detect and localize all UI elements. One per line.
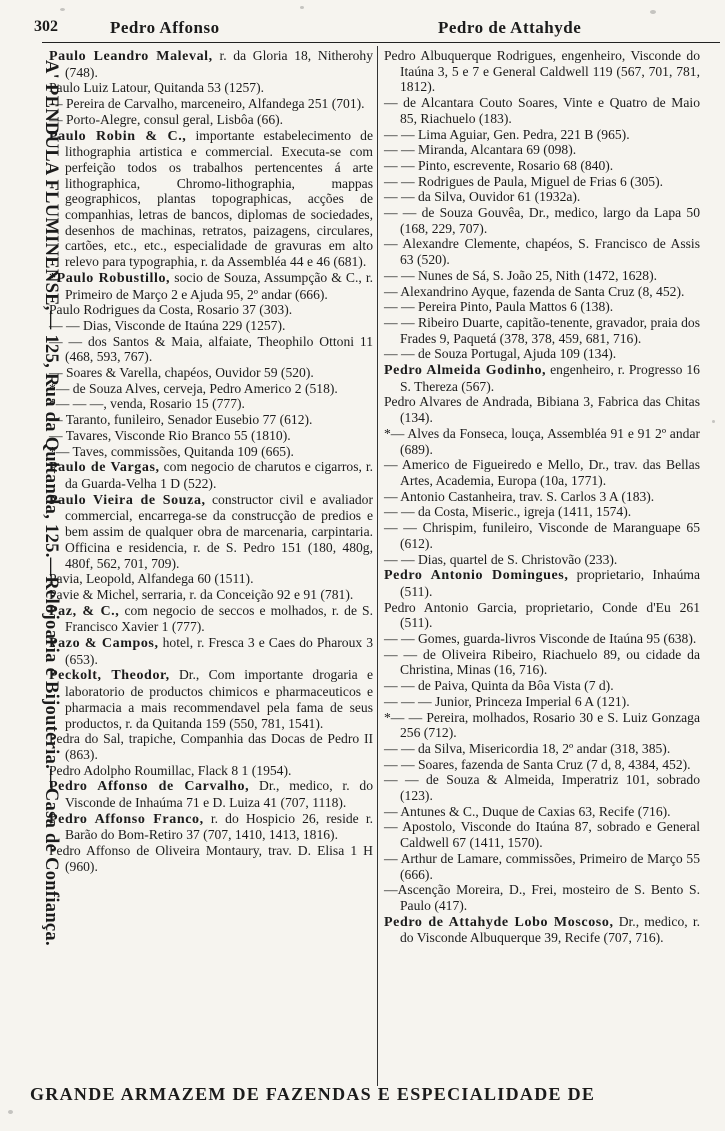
directory-entry	[47, 128, 373, 270]
entry-details: — — da Silva, Ouvidor 61 (1932a).	[384, 189, 581, 205]
directory-entry	[382, 426, 700, 457]
entry-name: Pedro de Attahyde Lobo Moscoso,	[384, 914, 614, 930]
directory-entry	[382, 95, 700, 126]
directory-entry	[47, 112, 373, 128]
entry-details: — — Soares, fazenda de Santa Cruz (7 d, 8, 4384, 452).	[384, 756, 691, 772]
entry-details: — — Pereira Pinto, Paula Mattos 6 (138).	[384, 299, 614, 315]
entry-details: — Apostolo, Visconde do Itaúna 87, sobrado e General Caldwell 67 (1411, 1570).	[384, 819, 700, 851]
running-header	[0, 18, 725, 40]
entry-details: — — dos Santos & Maia, alfaiate, Theophilo Ottoni 11 (468, 593, 767).	[49, 333, 373, 365]
entry-details: — Americo de Figueiredo e Mello, Dr., trav. das Bellas Artes, Academia, Europa (10a, 1771).	[384, 457, 700, 488]
entry-details: Pavie & Michel, serraria, r. da Conceição 92 e 91 (781).	[49, 586, 354, 602]
entry-details: Dr., medico, r. do Visconde Albuquerque 39, Recife (707, 716).	[400, 913, 700, 946]
directory-entry	[47, 635, 373, 667]
entry-details: com negocio de charutos e cigarros, r. da Guarda-Velha 1 D (522).	[65, 459, 374, 491]
directory-entry	[47, 667, 373, 731]
column-divider	[377, 46, 378, 1086]
directory-entry	[382, 678, 700, 694]
entry-details: — Soares & Varella, chapéos, Ouvidor 59 (520).	[49, 365, 314, 381]
directory-entry	[47, 318, 373, 334]
entry-details: engenheiro, r. Progresso 16 S. Thereza (567).	[400, 362, 700, 394]
directory-entry	[382, 236, 700, 267]
directory-entry	[382, 362, 700, 394]
directory-entry	[382, 489, 700, 505]
entry-details: *— Alves da Fonseca, louça, Assembléa 91 e 91 2º andar (689).	[384, 425, 700, 457]
directory-entry	[47, 492, 373, 572]
entry-details: — — Miranda, Alcantara 69 (098).	[384, 142, 577, 158]
directory-entry	[382, 694, 700, 710]
directory-entry	[382, 346, 700, 362]
entry-details: — — — Junior, Princeza Imperial 6 A (121).	[384, 693, 630, 709]
entry-details: proprietario, Inhaúma (511).	[400, 567, 700, 599]
directory-entry	[382, 710, 700, 741]
directory-entry	[382, 757, 700, 773]
entry-details: — — de Oliveira Ribeiro, Riachuelo 89, ou cidade da Christina, Minas (16, 716).	[384, 646, 700, 678]
entry-details: Pedro Antonio Garcia, proprietario, Conde d'Eu 261 (511).	[384, 599, 700, 631]
directory-entry	[382, 142, 700, 158]
directory-entry	[382, 741, 700, 757]
entry-details: Dr., medico, r. do Visconde de Inhaúma 71 e D. Luiza 41 (707, 1118).	[65, 778, 373, 811]
directory-entry	[382, 552, 700, 568]
entry-details: *— Taves, commissões, Quitanda 109 (665).	[49, 443, 294, 459]
entry-details: — Arthur de Lamare, commissões, Primeiro de Março 55 (666).	[384, 850, 700, 882]
entry-details: socio de Souza, Assumpção & C., r. Primeiro de Março 2 e Ajuda 95, 2º andar (666).	[65, 269, 373, 302]
directory-entry	[47, 603, 373, 635]
entry-details: — Alexandrino Ayque, fazenda de Santa Cruz (8, 452).	[384, 283, 685, 299]
directory-entry	[382, 600, 700, 631]
entry-details: — — de Souza & Almeida, Imperatriz 101, sobrado (123).	[384, 772, 700, 804]
entry-name: Pedro Affonso Franco,	[49, 811, 204, 827]
entry-details: Pedro Adolpho Roumillac, Flack 8 1 (1954).	[49, 762, 292, 778]
entry-details: — — Gomes, guarda-livros Visconde de Itaúna 95 (638).	[384, 631, 697, 647]
entry-name: Peckolt, Theodor,	[49, 668, 170, 684]
directory-entry	[47, 843, 373, 874]
scan-speck	[60, 8, 65, 11]
directory-entry	[47, 80, 373, 96]
scan-speck	[650, 10, 656, 14]
entry-details: — Porto-Alegre, consul geral, Lisbôa (66).	[49, 111, 284, 127]
directory-entry	[382, 268, 700, 284]
entry-details: — — de Souza Portugal, Ajuda 109 (134).	[384, 346, 617, 362]
entry-name: Paulo Vieira de Souza,	[49, 492, 206, 508]
directory-entry	[47, 778, 373, 810]
directory-entry	[47, 428, 373, 444]
directory-entry	[47, 96, 373, 112]
footer-advertisement: GRANDE ARMAZEM DE FAZENDAS E ESPECIALIDADE DE	[30, 1084, 596, 1104]
directory-entry	[382, 158, 700, 174]
entry-details: Pedro Alvares de Andrada, Bibiana 3, Fabrica das Chitas (134).	[384, 394, 700, 426]
directory-entry	[47, 412, 373, 428]
directory-entry	[382, 504, 700, 520]
entry-details: — — Pinto, escrevente, Rosario 68 (840).	[384, 157, 614, 173]
directory-entry	[47, 731, 373, 762]
directory-entry	[382, 205, 700, 236]
entry-details: *— — Pereira, molhados, Rosario 30 e S. Luiz Gonzaga 256 (712).	[384, 709, 700, 741]
entry-details: Pedra do Sal, trapiche, Companhia das Docas de Pedro II (863).	[49, 731, 373, 762]
entry-details: — — Ribeiro Duarte, capitão-tenente, gravador, praia dos Frades 9, Paquetá (378, 378, 459, 681, 716).	[384, 314, 700, 346]
directory-entry	[382, 48, 700, 95]
entry-details: — — Dias, Visconde de Itaúna 229 (1257).	[49, 317, 286, 333]
directory-entry	[382, 647, 700, 678]
entry-details: Paulo Rodrigues da Costa, Rosario 37 (303).	[49, 302, 293, 318]
entry-name: Paulo de Vargas,	[49, 460, 160, 476]
entry-details: — — Lima Aguiar, Gen. Pedra, 221 B (965).	[384, 126, 630, 142]
directory-entry	[382, 631, 700, 647]
directory-entry	[47, 302, 373, 318]
entry-details: — — Chrispim, funileiro, Visconde de Maranguape 65 (612).	[384, 520, 700, 551]
entry-name: Paulo Robin & C.,	[49, 128, 187, 144]
directory-entry	[47, 334, 373, 365]
page-number: 302	[34, 18, 58, 35]
directory-entry	[382, 914, 700, 946]
entry-name: Paz, & C.,	[49, 603, 120, 619]
left-column	[47, 48, 373, 875]
entry-details: — Pereira de Carvalho, marceneiro, Alfandega 251 (701).	[49, 96, 365, 112]
directory-entry	[382, 315, 700, 346]
entry-name: Paulo Leandro Maleval,	[49, 49, 213, 64]
entry-details: — Tavares, Visconde Rio Branco 55 (1810).	[49, 427, 291, 443]
directory-entry	[47, 811, 373, 843]
entry-details: — Antonio Castanheira, trav. S. Carlos 3 A (183).	[384, 488, 655, 504]
entry-details: importante estabelecimento de lithographia artistica e commercial. Executa-se com perfeição todos os trabalhos pertencentes á arte lithographica, Chromo-lithographia, mappas geographicos, plantas topographicas, acções de companhias, letras de bancos, diplomas de sociedades, desenhos de machinas, retratos, paizagens, circulares, cartões, etc., etc., especialidade de gravuras em alto relevo para typographia, r. da Assembléa 44 e 46 (681).	[65, 127, 373, 270]
scan-speck	[8, 1110, 13, 1114]
entry-name: Pedro Antonio Domingues,	[384, 568, 569, 584]
directory-entry	[382, 127, 700, 143]
side-advertisement: A' PENDULA FLUMINENSE,— 125, Rua da Quitanda, 125.—Relojoaria e Bijouteria.—Casa de Confiança.	[41, 60, 61, 946]
directory-entry	[382, 804, 700, 820]
entry-details: — — da Costa, Miseric., igreja (1411, 1574).	[384, 504, 632, 520]
entry-details: — — da Silva, Misericordia 18, 2º andar (318, 385).	[384, 740, 671, 756]
entry-details: Paulo Luiz Latour, Quitanda 53 (1257).	[49, 80, 265, 96]
entry-details: com negocio de seccos e molhados, r. de S. Francisco Xavier 1 (777).	[65, 602, 373, 635]
scan-speck	[300, 6, 304, 9]
directory-entry	[47, 270, 373, 302]
directory-entry	[47, 396, 373, 412]
entry-name: *Paulo Robustillo,	[49, 270, 171, 286]
header-rule	[42, 42, 720, 43]
entry-name: Pedro Almeida Godinho,	[384, 363, 547, 379]
entry-details: — — Nunes de Sá, S. João 25, Nith (1472, 1628).	[384, 267, 657, 283]
entry-details: — — de Souza Gouvêa, Dr., medico, largo da Lapa 50 (168, 229, 707).	[384, 205, 700, 236]
directory-entry	[382, 299, 700, 315]
entry-details: constructor civil e avaliador commercial, encarrega-se da construcção de predios e bem assim de qualquer obra de marcenaria, carpintaria. Officina e residencia, r. de S. Pedro 151 (180, 480g, 480f, 562, 701, 709).	[65, 491, 373, 571]
entry-details: Pedro Affonso de Oliveira Montaury, trav. D. Elisa 1 H (960).	[49, 843, 373, 874]
entry-details: — — Rodrigues de Paula, Miguel de Frias 6 (305).	[384, 173, 664, 189]
directory-entry	[382, 174, 700, 190]
entry-name: Pazo & Campos,	[49, 636, 159, 652]
entry-details: — — de Paiva, Quinta da Bôa Vista (7 d).	[384, 678, 614, 694]
entry-details: — — Dias, quartel de S. Christovão (233).	[384, 551, 618, 567]
directory-entry	[47, 459, 373, 491]
entry-details: —Ascenção Moreira, D., Frei, mosteiro de S. Bento S. Paulo (417).	[384, 882, 700, 913]
left-running-heading: Pedro Affonso	[110, 18, 220, 37]
entry-details: r. do Hospicio 26, reside r. Barão do Bom-Retiro 37 (707, 1410, 1413, 1816).	[65, 810, 374, 843]
entry-details: — de Alcantara Couto Soares, Vinte e Quatro de Maio 85, Riachuelo (183).	[384, 95, 700, 126]
entry-details: r. da Gloria 18, Nitherohy (748).	[65, 48, 373, 80]
directory-entry	[47, 571, 373, 587]
entry-details: — Taranto, funileiro, Senador Eusebio 77 (612).	[49, 412, 313, 428]
directory-entry	[47, 763, 373, 779]
directory-entry	[382, 851, 700, 882]
entry-name: Pedro Affonso de Carvalho,	[49, 779, 250, 795]
scan-speck	[712, 420, 715, 423]
directory-entry	[47, 365, 373, 381]
directory-entry	[382, 520, 700, 551]
entry-details: *— — —, venda, Rosario 15 (777).	[49, 396, 245, 412]
directory-entry	[382, 189, 700, 205]
directory-entry	[382, 457, 700, 488]
directory-entry	[47, 381, 373, 397]
right-running-heading: Pedro de Attahyde	[438, 18, 582, 37]
entry-details: Pedro Albuquerque Rodrigues, engenheiro, Visconde do Itaúna 3, 5 e 7 e General Caldwell 119 (567, 701, 781, 1812).	[384, 48, 700, 95]
directory-entry	[47, 587, 373, 603]
directory-entry	[47, 444, 373, 460]
directory-entry	[382, 772, 700, 803]
directory-entry	[382, 284, 700, 300]
entry-details: hotel, r. Fresca 3 e Caes do Pharoux 3 (653).	[65, 635, 373, 667]
directory-entry	[382, 567, 700, 599]
directory-entry	[47, 48, 373, 80]
entry-details: Pavia, Leopold, Alfandega 60 (1511).	[49, 571, 254, 587]
entry-details: *— de Souza Alves, cerveja, Pedro Americo 2 (518).	[49, 380, 338, 396]
directory-entry	[382, 819, 700, 850]
directory-entry	[382, 882, 700, 913]
directory-entry	[382, 394, 700, 425]
entry-details: — Alexandre Clemente, chapéos, S. Francisco de Assis 63 (520).	[384, 236, 700, 268]
entry-details: Dr., Com importante drogaria e laboratorio de productos chimicos e pharmaceuticos e pharmacia a mais recommendavel pela fama de seus productos, r. da Quitanda 159 (550, 781, 1541).	[65, 667, 374, 731]
right-column	[382, 48, 700, 946]
entry-details: — Antunes & C., Duque de Caxias 63, Recife (716).	[384, 803, 671, 819]
